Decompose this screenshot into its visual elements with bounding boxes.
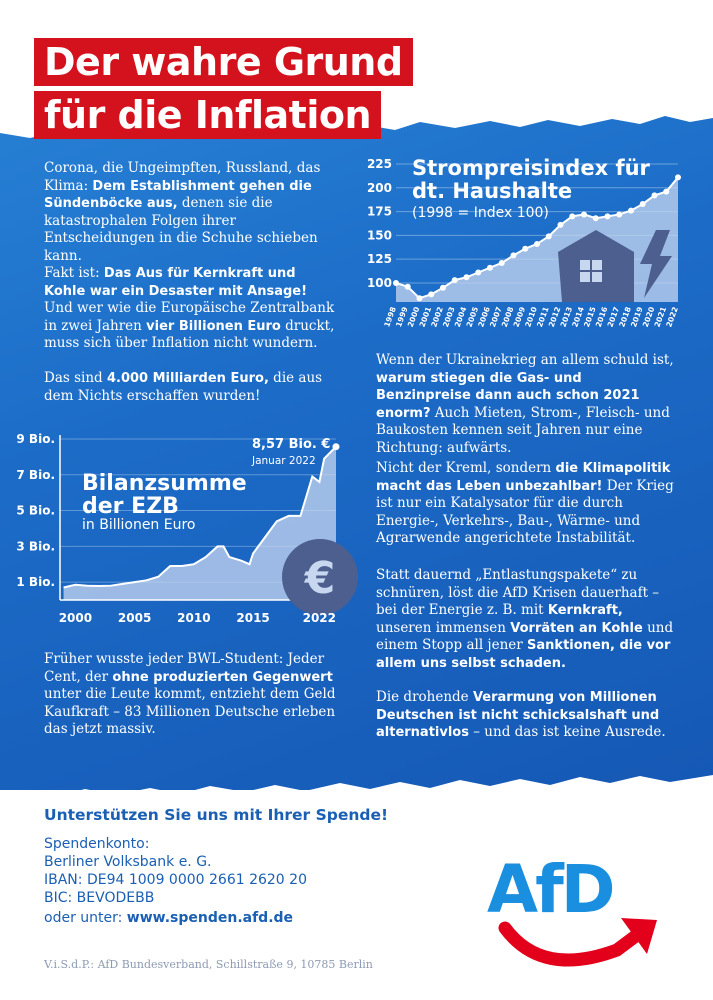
strom-point — [464, 274, 470, 280]
strom-xtick: 2017 — [605, 305, 622, 329]
ezb-annotation-date: Januar 2022 — [252, 455, 316, 467]
strom-xtick: 2005 — [464, 305, 481, 329]
strompreis-chart-subtitle: (1998 = Index 100) — [412, 205, 549, 221]
strom-point — [487, 265, 493, 271]
strom-point — [534, 241, 540, 247]
ezb-xtick: 2000 — [58, 611, 93, 625]
strom-xtick: 2002 — [429, 305, 445, 329]
strom-ytick: 125 — [366, 252, 392, 267]
strom-point — [593, 215, 599, 221]
ezb-ytick: 1 Bio. — [16, 575, 55, 590]
ezb-ytick: 5 Bio. — [16, 503, 55, 518]
strom-point — [393, 280, 399, 286]
strom-point — [628, 208, 634, 214]
ezb-xtick: 2010 — [177, 611, 211, 625]
ezb-xtick: 2015 — [236, 611, 270, 625]
ezb-xtick: 2022 — [302, 611, 336, 625]
strom-point — [511, 252, 517, 258]
strom-point — [569, 213, 575, 219]
ezb-chart-subtitle: in Billionen Euro — [82, 517, 196, 533]
paragraph-climate-policy: Nicht der Kreml, sondern die Klimapolitik macht das Leben unbezahlbar! Der Krieg ist nur ein Katalysator für die durch Energie-, Verkehrs-, Bau-, Wärme- und Agrarwende angerichtete Instabilität. — [376, 460, 674, 547]
ezb-ytick: 3 Bio. — [16, 539, 55, 554]
imprint: V.i.S.d.P.: AfD Bundesverband, Schillstraße 9, 10785 Berlin — [44, 958, 373, 971]
strom-xtick: 2012 — [546, 305, 563, 329]
strom-point — [440, 285, 446, 291]
strom-xtick: 2016 — [593, 305, 610, 329]
strom-point — [605, 213, 611, 219]
strom-point — [452, 277, 458, 283]
strom-point — [522, 246, 528, 252]
ezb-ytick: 7 Bio. — [16, 467, 55, 482]
strom-xtick: 1999 — [394, 305, 410, 329]
strom-xtick: 2000 — [405, 305, 422, 329]
strom-xtick: 2014 — [570, 305, 586, 329]
strom-xtick: 1998 — [382, 305, 398, 329]
strom-point — [405, 284, 411, 290]
strom-point — [428, 291, 434, 297]
donation-link[interactable]: www.spenden.afd.de — [126, 910, 294, 926]
ezb-annotation-value: 8,57 Bio. € — [252, 437, 331, 452]
strom-point — [581, 211, 587, 217]
ezb-ytick: 9 Bio. — [16, 432, 55, 446]
donation-bank: Berliner Volksbank e. G. — [44, 854, 212, 870]
paragraph-scapegoats: Corona, die Ungeimpften, Russland, das Klima: Dem Establishment gehen die Sündenböcke aus, denen sie die katastrophalen Folgen ihrer Entscheidungen in die Schuhe schieben kann. — [44, 160, 321, 264]
strom-point — [558, 222, 564, 228]
strom-xtick: 2001 — [417, 305, 434, 329]
donation-web: oder unter: www.spenden.afd.de — [44, 910, 294, 926]
strom-point — [546, 233, 552, 239]
afd-logo-text: AfD — [487, 851, 613, 928]
strom-xtick: 2007 — [488, 305, 504, 329]
strom-ytick: 150 — [366, 228, 392, 243]
strom-point — [616, 211, 622, 217]
strom-xtick: 2021 — [652, 305, 669, 329]
ezb-endpoint — [333, 443, 340, 450]
donation-bic: BIC: BEVODEBB — [44, 890, 155, 906]
strom-point — [417, 295, 423, 301]
paragraph-afd-solution: Statt dauernd „Entlastungspakete“ zu schnüren, löst die AfD Krisen dauerhaft – bei der Energie z. B. mit Kernkraft, unseren immensen Vorräten an Kohle und einem Stopp all jener Sanktionen, die vor allem uns selbst schaden. — [376, 567, 674, 671]
strom-xtick: 2004 — [452, 305, 469, 329]
paragraph-facts: Fakt ist: Das Aus für Kernkraft und Kohle war ein Desaster mit Ansage! Und wer wie die Europäische Zentralbank in zwei Jahren vier Billionen Euro druckt, muss sich über Inflation nicht wundern. — [44, 265, 335, 352]
paragraph-poverty: Die drohende Verarmung von Millionen Deutschen ist nicht schicksalshaft und alternativlos – und das ist keine Ausrede. — [376, 689, 666, 741]
strom-xtick: 2006 — [476, 305, 492, 329]
strom-point — [499, 260, 505, 266]
strom-point — [475, 269, 481, 275]
headline-line-1: Der wahre Grund — [34, 38, 413, 86]
strom-xtick: 2008 — [499, 305, 516, 329]
strom-ytick: 225 — [366, 157, 392, 171]
strom-ytick: 200 — [366, 180, 392, 195]
strom-ytick: 100 — [366, 275, 392, 290]
strom-xtick: 2013 — [558, 305, 575, 329]
strom-xtick: 2020 — [640, 305, 657, 329]
donation-iban: IBAN: DE94 1009 0000 2661 2620 20 — [44, 872, 307, 888]
afd-logo — [487, 850, 677, 980]
strom-xtick: 2009 — [511, 305, 528, 329]
donation-account-label: Spendenkonto: — [44, 836, 150, 852]
ezb-chart-title: Bilanzsumme der EZB — [82, 471, 247, 519]
logo-arrow-icon — [487, 850, 677, 980]
strom-xtick: 2003 — [441, 305, 457, 329]
ezb-xtick: 2005 — [117, 611, 152, 625]
svg-text:€: € — [304, 553, 336, 604]
strom-xtick: 2019 — [629, 305, 645, 329]
strom-xtick: 2022 — [664, 305, 680, 329]
paragraph-ukraine-war: Wenn der Ukrainekrieg an allem schuld ist, warum stiegen die Gas- und Benzinpreise dann auch schon 2021 enorm? Auch Mieten, Strom-, Fleisch- und Baukosten kennen seit Jahren nur eine Richtung: aufwärts. — [376, 352, 674, 456]
strompreis-chart-title: Strompreisindex für dt. Haushalte — [412, 156, 650, 203]
donation-heading: Unterstützen Sie uns mit Ihrer Spende! — [44, 806, 389, 824]
strom-xtick: 2011 — [535, 305, 551, 329]
strom-xtick: 2015 — [582, 305, 598, 329]
strom-point — [675, 174, 681, 180]
euro-coin-icon — [282, 539, 358, 615]
paragraph-billions: Das sind 4.000 Milliarden Euro, die aus dem Nichts erschaffen wurden! — [44, 370, 323, 404]
strom-ytick: 175 — [366, 204, 392, 219]
paragraph-bwl-student: Früher wusste jeder BWL-Student: Jeder Cent, der ohne produzierten Gegenwert unter die Leute kommt, entzieht dem Geld Kaufkraft – 83 Millionen Deutsche erleben das jetzt massiv. — [44, 651, 336, 738]
strom-xtick: 2018 — [617, 305, 633, 329]
strom-xtick: 2010 — [523, 305, 539, 329]
headline-line-2: für die Inflation — [34, 91, 381, 139]
